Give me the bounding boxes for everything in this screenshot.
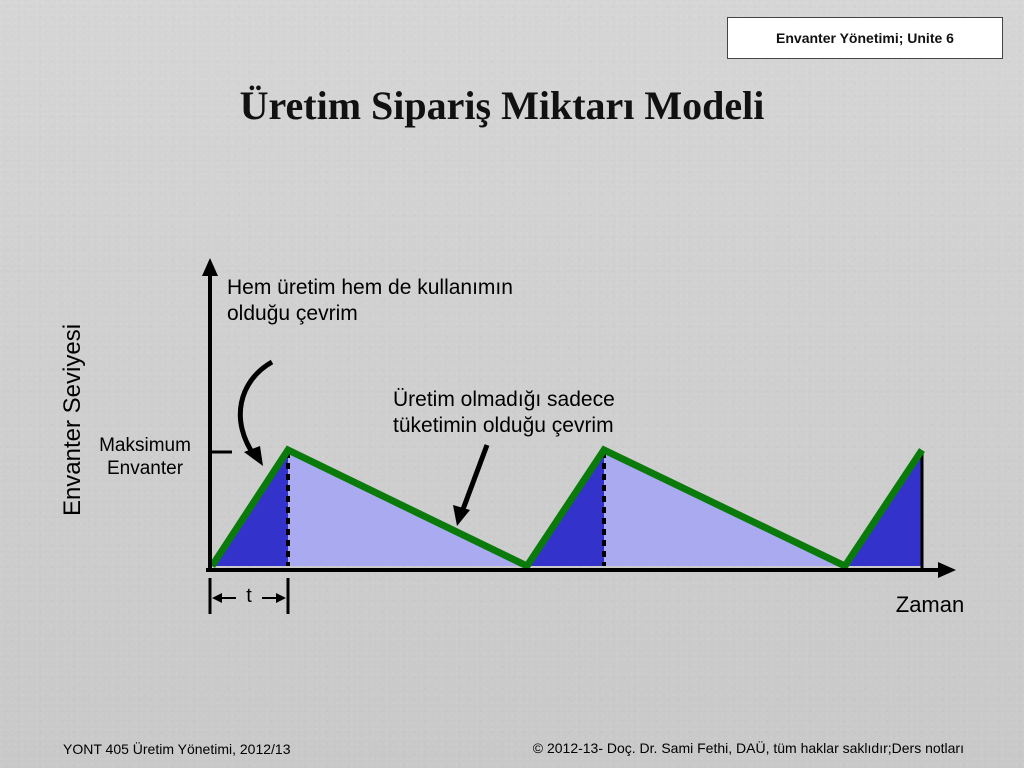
straight-arrow — [462, 445, 487, 512]
straight-arrowhead — [453, 505, 470, 526]
y-axis-label: Envanter Seviyesi — [59, 323, 86, 517]
annotation-2-line1: Üretim olmadığı sadece — [393, 388, 615, 411]
max-inventory-label-line1: Maksimum — [99, 435, 191, 456]
y-axis-arrowhead — [202, 258, 218, 276]
t-arrowhead-left — [212, 593, 222, 603]
max-inventory-label-line2: Envanter — [106, 458, 184, 479]
course-tag: Envanter Yönetimi; Unite 6 — [776, 30, 954, 46]
t-arrowhead-right — [276, 593, 286, 603]
annotation-1-line1: Hem üretim hem de kullanımın — [227, 276, 513, 299]
annotation-1-line2: olduğu çevrim — [227, 302, 358, 325]
footer-course: YONT 405 Üretim Yönetimi, 2012/13 — [63, 741, 291, 757]
footer-copyright: © 2012-13- Doç. Dr. Sami Fethi, DAÜ, tüm haklar saklıdır;Ders notları — [532, 740, 964, 756]
curved-arrowhead — [244, 446, 263, 466]
curved-arrow — [240, 362, 272, 458]
slide-title: Üretim Sipariş Miktarı Modeli — [239, 83, 765, 128]
t-label: t — [246, 585, 252, 607]
x-axis-label: Zaman — [895, 592, 965, 617]
x-axis-arrowhead — [938, 562, 956, 578]
annotation-2-line2: tüketimin olduğu çevrim — [393, 414, 614, 437]
